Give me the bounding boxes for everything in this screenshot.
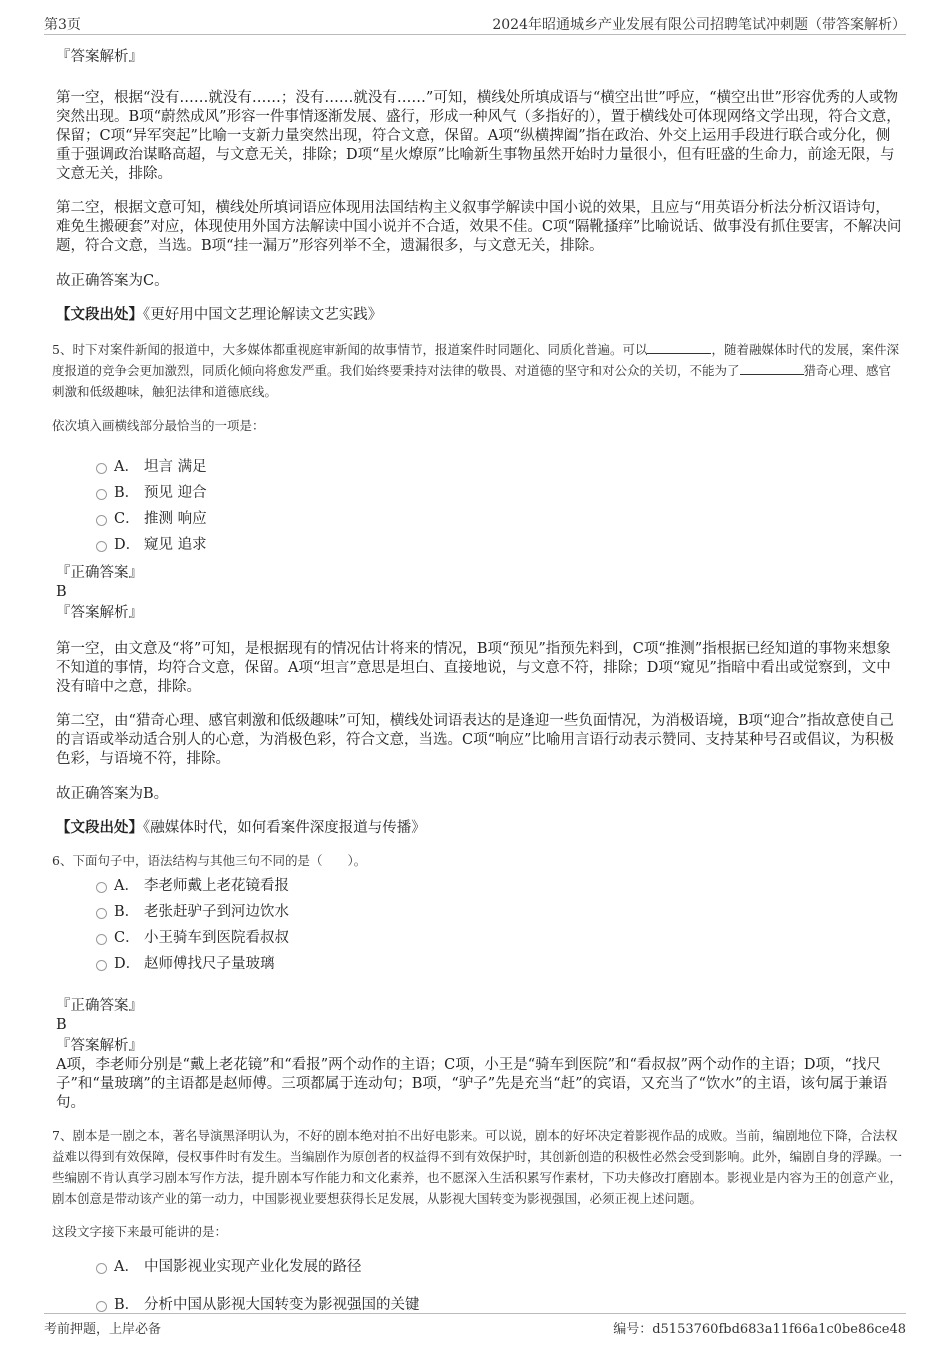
- q6-stem: 6、下面句子中，语法结构与其他三句不同的是（ ）。: [52, 853, 367, 868]
- q5-answer: B: [56, 584, 67, 600]
- q6-option-a[interactable]: A． 李老师戴上老花镜看报: [56, 873, 902, 899]
- q4-analysis-para1: 第一空，根据“没有……就没有……；没有……就没有……”可知，横线处所填成语与“横空出世”呼应，“横空出世”形容优秀的人或物突然出现。B项“蔚然成风”形容一件事情逐渐发展、盛行，形成一种风气（多指好的），置于横线处可体现网络文学出现，符合文意，保留；C项“异军突起”比喻一支新力量突然出现，符合文意，保留。A项“纵横捭阖”指在政治、外交上运用手段进行联合或分化，侧重于强调政治谋略高超，与文意无关，排除；D项“星火燎原”比喻新生事物虽然开始时力量很小，但有旺盛的生命力，前途无限，与文意无关，排除。: [56, 90, 901, 182]
- page-header: [44, 14, 906, 35]
- q5-source: [56, 818, 902, 838]
- q5-blank-1: [647, 341, 711, 354]
- q5-blank-2: [740, 362, 804, 375]
- page-number: 第3页: [44, 17, 81, 33]
- q6-analysis-label: 『答案解析』: [56, 1038, 143, 1054]
- q5-analysis-para2: 第二空，由“猎奇心理、感官刺激和低级趣味”可知，横线处词语表达的是逢迎一些负面情况，为消极语境，B项“迎合”指故意使自己的言语或举动适合别人的心意，为消极色彩，符合文意，当选。C项“响应”比喻用言语行动表示赞同、支持某种号召或倡议，为积极色彩，与语境不符，排除。: [56, 713, 894, 767]
- q5-option-a[interactable]: A． 坦言 满足: [56, 454, 902, 480]
- radio-icon[interactable]: [96, 1263, 107, 1274]
- document-title: 2024年昭通城乡产业发展有限公司招聘笔试冲刺题（带答案解析）: [492, 17, 906, 33]
- radio-icon[interactable]: [96, 934, 107, 945]
- q5-stem-part1: 5、时下对案件新闻的报道中，大多媒体都重视庭审新闻的故事情节，报道案件时同题化、同质化普遍。可以: [52, 342, 648, 357]
- radio-icon[interactable]: [96, 463, 107, 474]
- q5-stem-part3: 猎奇心理、感官刺激和低级趣味，触犯法律和道德底线。: [52, 363, 892, 399]
- radio-icon[interactable]: [96, 882, 107, 893]
- q6-option-c[interactable]: C． 小王骑车到医院看叔叔: [56, 925, 902, 951]
- q4-source: [56, 305, 902, 325]
- radio-icon[interactable]: [96, 908, 107, 919]
- q6-answer-label: 『正确答案』: [56, 998, 143, 1014]
- q4-conclusion: 故正确答案为C。: [56, 273, 169, 289]
- q5-analysis-label: 『答案解析』: [56, 605, 143, 621]
- q5-answer-label: 『正确答案』: [56, 565, 143, 581]
- radio-icon[interactable]: [96, 515, 107, 526]
- q5-prompt: 依次填入画横线部分最恰当的一项是：: [52, 418, 265, 433]
- q7-prompt: 这段文字接下来最可能讲的是：: [52, 1224, 228, 1239]
- q6-analysis: A项，李老师分别是“戴上老花镜”和“看报”两个动作的主语；C项，小王是“骑车到医院”和“看叔叔”两个动作的主语；D项，“找尺子”和“量玻璃”的主语都是赵师傅。三项都属于连动句；B项，“驴子”先是充当“赶”的宾语，又充当了“饮水”的主语，该句属于兼语句。: [56, 1057, 888, 1111]
- q5-option-d[interactable]: D． 窥见 追求: [56, 532, 902, 558]
- q5-option-c[interactable]: C． 推测 响应: [56, 506, 902, 532]
- q7-option-b[interactable]: B． 分析中国从影视大国转变为影视强国的关键: [56, 1292, 902, 1318]
- q5-analysis-para1: 第一空，由文意及“将”可知，是根据现有的情况估计将来的情况，B项“预见”指预先料到，C项“推测”指根据已经知道的事物来想象不知道的事情，均符合文意，保留。A项“坦言”意思是坦白、直接地说，与文意不符，排除；D项“窥见”指暗中看出或觉察到，文中没有暗中之意，排除。: [56, 641, 891, 695]
- page-footer: [44, 1313, 906, 1339]
- q5-option-b[interactable]: B． 预见 迎合: [56, 480, 902, 506]
- radio-icon[interactable]: [96, 489, 107, 500]
- radio-icon[interactable]: [96, 1301, 107, 1312]
- q7-options: [56, 1254, 902, 1318]
- q4-analysis-para2: 第二空，根据文意可知，横线处所填词语应体现用法国结构主义叙事学解读中国小说的效果，且应与“用英语分析法分析汉语诗句，难免生搬硬套”对应，体现使用外国方法解读中国小说并不合适，效果不佳。C项“隔靴搔痒”比喻说话、做事没有抓住要害，不解决问题，符合文意，当选。B项“挂一漏万”形容列举不全，遗漏很多，与文意无关，排除。: [56, 200, 902, 254]
- q5-conclusion: 故正确答案为B。: [56, 786, 169, 802]
- q4-source-text: 《更好用中国文艺理论解读文艺实践》: [143, 307, 383, 323]
- q5-stem-part2: ，随着融媒体时代的发展，案件深度报道的竞争会更加激烈，同质化倾向将愈发严重。我们始终要秉持对法律的敬畏、对道德的坚守和对公众的关切，不能为了: [52, 342, 899, 378]
- q6-options: [56, 873, 902, 977]
- footer-slogan: 考前押题，上岸必备: [44, 1322, 162, 1337]
- q5-source-text: 《融媒体时代，如何看案件深度报道与传播》: [143, 820, 426, 836]
- q4-source-label: 【文段出处】: [56, 306, 143, 323]
- document-id: 编号：d5153760fbd683a11f66a1c0be86ce48: [613, 1322, 906, 1337]
- q7-option-a[interactable]: A． 中国影视业实现产业化发展的路径: [56, 1254, 902, 1280]
- q7-stem: 7、剧本是一剧之本，著名导演黑泽明认为，不好的剧本绝对拍不出好电影来。可以说，剧本的好坏决定着影视作品的成败。当前，编剧地位下降，合法权益难以得到有效保障，侵权事件时有发生。当编剧作为原创者的权益得不到有效保护时，其创新创造的积极性必然会受到影响。此外，编剧自身的浮躁。一些编剧不肯认真学习剧本写作方法，提升剧本写作能力和文化素养，也不愿深入生活积累写作素材，下功夫修改打磨剧本。影视业是内容为王的创意产业，剧本创意是带动该产业的第一动力，中国影视业要想获得长足发展，从影视大国转变为影视强国，必须正视上述问题。: [52, 1128, 903, 1206]
- q6-option-b[interactable]: B． 老张赶驴子到河边饮水: [56, 899, 902, 925]
- radio-icon[interactable]: [96, 960, 107, 971]
- q4-analysis-label: 『答案解析』: [56, 49, 143, 65]
- q5-options: [56, 454, 902, 558]
- q6-option-d[interactable]: D． 赵师傅找尺子量玻璃: [56, 951, 902, 977]
- q5-source-label: 【文段出处】: [56, 819, 143, 836]
- q6-answer: B: [56, 1017, 67, 1033]
- radio-icon[interactable]: [96, 541, 107, 552]
- document-body: [52, 40, 903, 1318]
- q5-stem: [52, 339, 902, 402]
